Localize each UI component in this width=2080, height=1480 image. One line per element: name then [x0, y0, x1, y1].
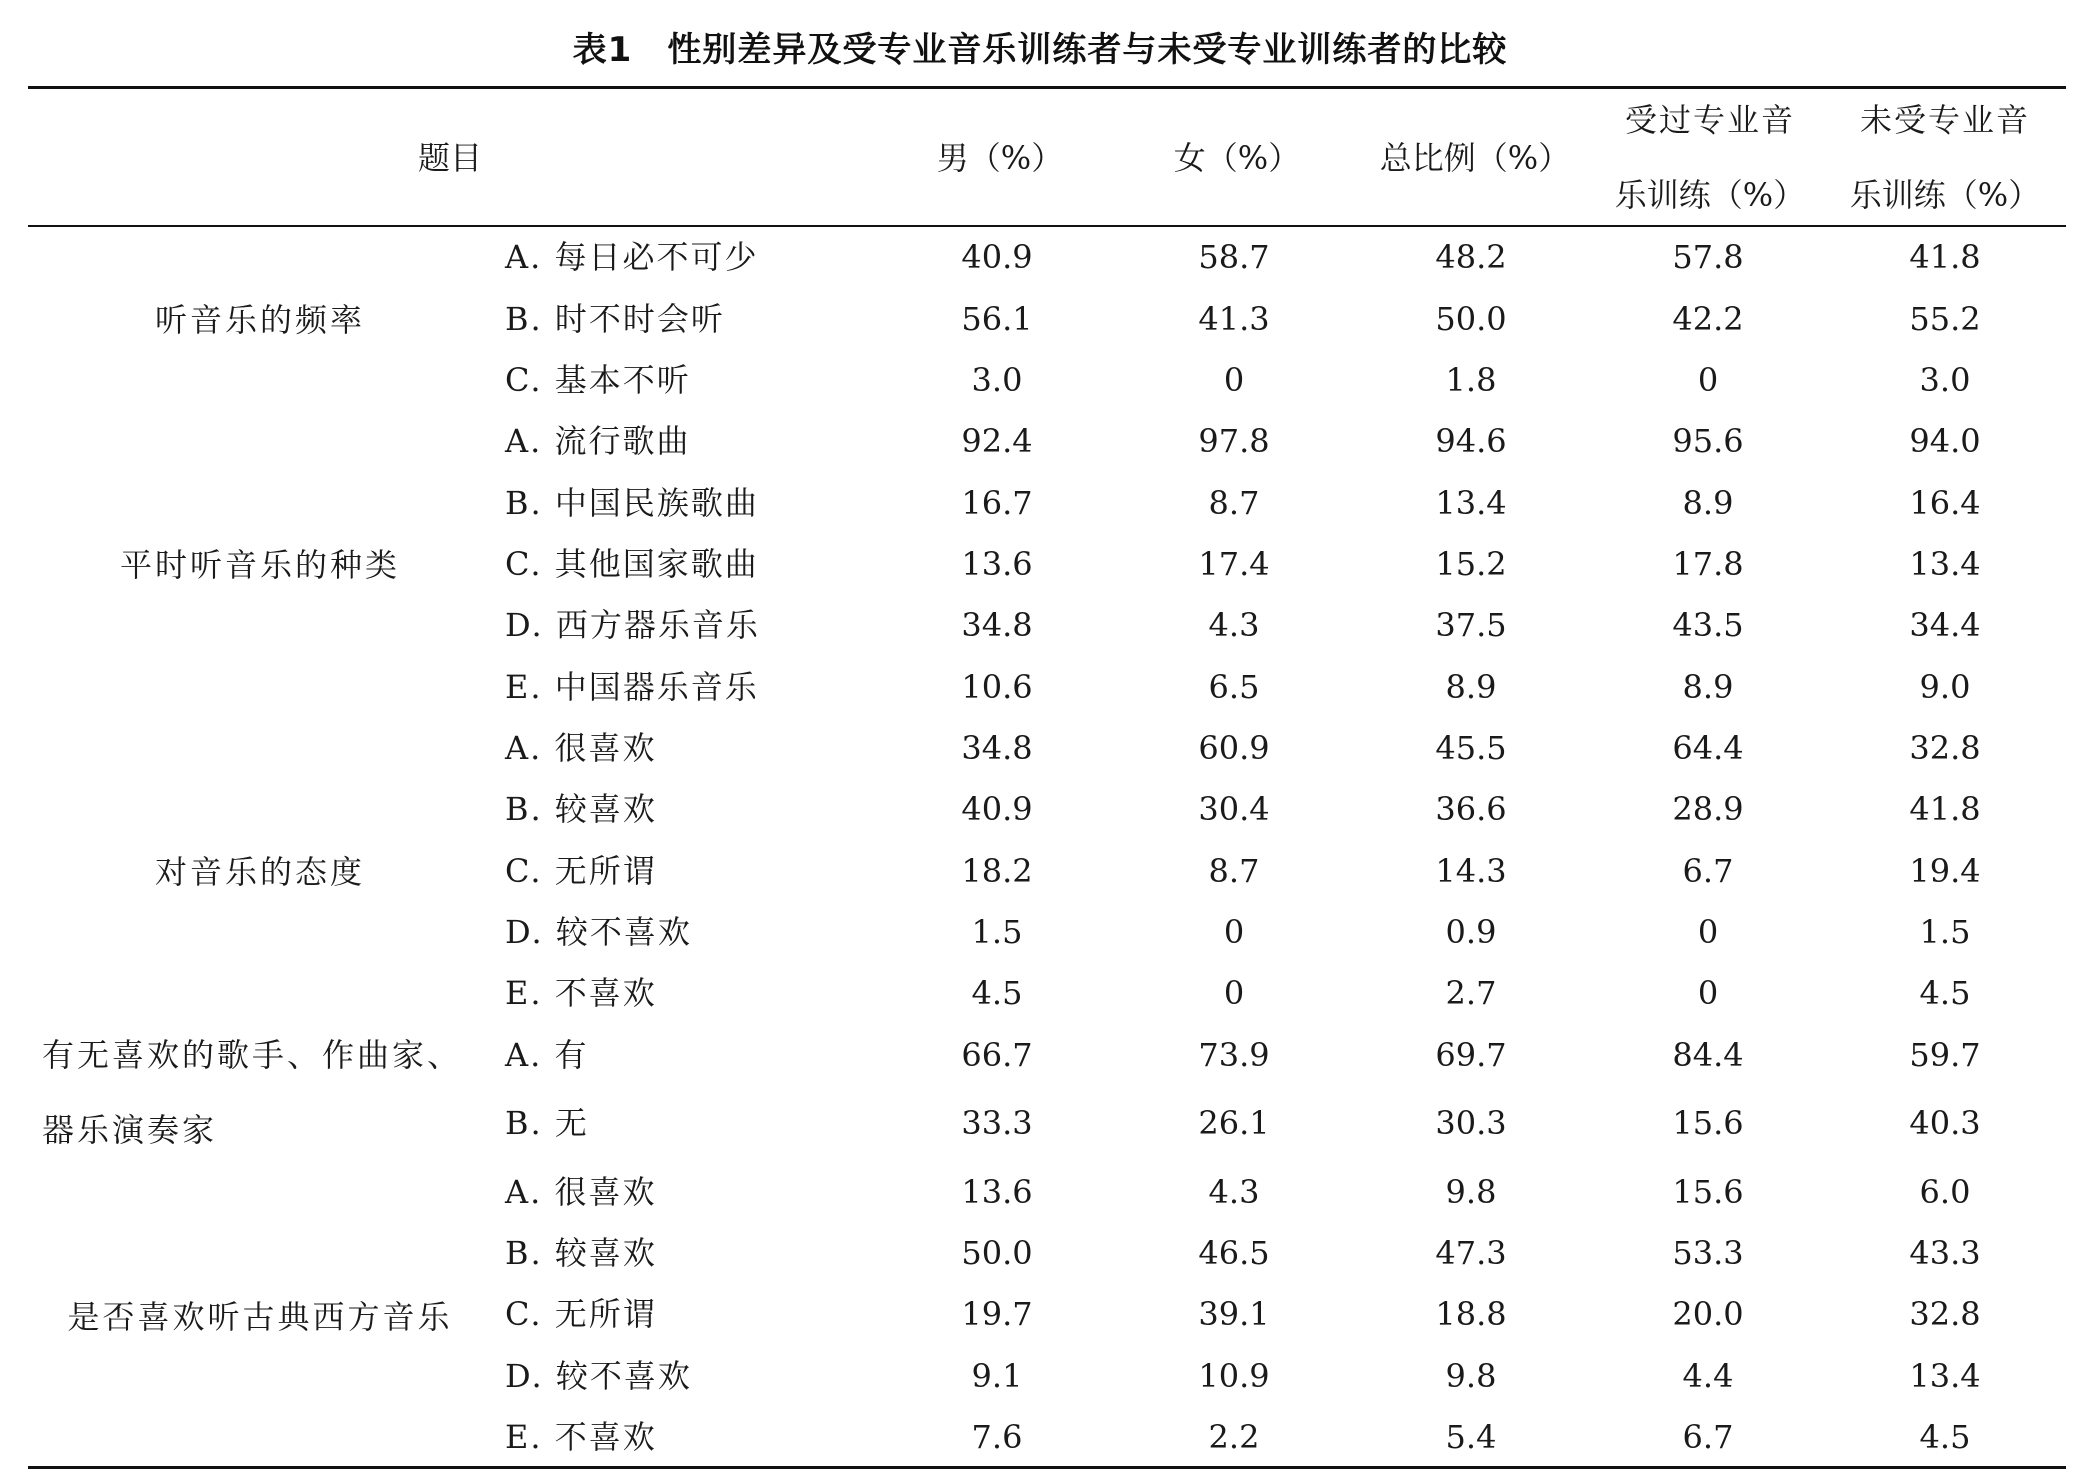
cell-female: 6.5: [1208, 668, 1260, 706]
row-option: E. 不喜欢: [505, 974, 657, 1012]
group-label: 平时听音乐的种类: [119, 546, 400, 584]
row-option: B. 时不时会听: [505, 300, 725, 338]
cell-untrained: 41.8: [1909, 238, 1981, 276]
cell-male: 66.7: [961, 1036, 1033, 1074]
row-option: A. 很喜欢: [505, 729, 657, 767]
cell-trained: 8.9: [1682, 484, 1734, 522]
cell-female: 0: [1223, 361, 1245, 399]
cell-male: 3.0: [971, 361, 1023, 399]
cell-total: 50.0: [1435, 300, 1507, 338]
cell-total: 0.9: [1445, 913, 1497, 951]
cell-total: 94.6: [1435, 422, 1507, 460]
row-option: D. 西方器乐音乐: [505, 606, 760, 644]
cell-trained: 4.4: [1682, 1357, 1734, 1395]
cell-trained: 42.2: [1672, 300, 1744, 338]
cell-untrained: 34.4: [1909, 606, 1981, 644]
row-option: B. 中国民族歌曲: [505, 484, 759, 522]
cell-trained: 28.9: [1672, 790, 1744, 828]
row-option: E. 不喜欢: [505, 1418, 657, 1456]
cell-trained: 43.5: [1672, 606, 1744, 644]
cell-untrained: 41.8: [1909, 790, 1981, 828]
header-male: 男（%）: [936, 139, 1064, 177]
cell-trained: 0: [1697, 913, 1719, 951]
cell-untrained: 13.4: [1909, 545, 1981, 583]
cell-trained: 53.3: [1672, 1234, 1744, 1272]
row-option: A. 流行歌曲: [505, 422, 691, 460]
cell-untrained: 3.0: [1919, 361, 1971, 399]
row-option: B. 较喜欢: [505, 1234, 657, 1272]
cell-total: 45.5: [1435, 729, 1507, 767]
cell-female: 58.7: [1198, 238, 1270, 276]
cell-female: 8.7: [1208, 852, 1260, 890]
cell-male: 18.2: [961, 852, 1033, 890]
cell-untrained: 6.0: [1919, 1173, 1971, 1211]
cell-total: 47.3: [1435, 1234, 1507, 1272]
cell-male: 56.1: [961, 300, 1033, 338]
cell-trained: 17.8: [1672, 545, 1744, 583]
cell-trained: 64.4: [1672, 729, 1744, 767]
cell-total: 18.8: [1435, 1295, 1507, 1333]
header-total: 总比例（%）: [1379, 139, 1571, 177]
cell-female: 26.1: [1198, 1104, 1270, 1142]
cell-female: 10.9: [1198, 1357, 1270, 1395]
cell-trained: 57.8: [1672, 238, 1744, 276]
cell-female: 4.3: [1208, 606, 1260, 644]
row-option: D. 较不喜欢: [505, 1357, 692, 1395]
cell-untrained: 16.4: [1909, 484, 1981, 522]
cell-female: 8.7: [1208, 484, 1260, 522]
cell-female: 41.3: [1198, 300, 1270, 338]
cell-total: 9.8: [1445, 1357, 1497, 1395]
cell-male: 13.6: [961, 1173, 1033, 1211]
group-label: 对音乐的态度: [154, 853, 365, 891]
table-bottom-rule: [28, 1466, 2066, 1469]
table-header-rule: [28, 225, 2066, 227]
cell-trained: 15.6: [1672, 1173, 1744, 1211]
group-label: 听音乐的频率: [154, 301, 365, 339]
cell-untrained: 9.0: [1919, 668, 1971, 706]
row-option: C. 其他国家歌曲: [505, 545, 759, 583]
cell-trained: 95.6: [1672, 422, 1744, 460]
row-option: C. 无所谓: [505, 852, 657, 890]
row-option: C. 无所谓: [505, 1295, 657, 1333]
cell-untrained: 1.5: [1919, 913, 1971, 951]
cell-male: 19.7: [961, 1295, 1033, 1333]
cell-untrained: 32.8: [1909, 1295, 1981, 1333]
cell-trained: 84.4: [1672, 1036, 1744, 1074]
cell-total: 13.4: [1435, 484, 1507, 522]
cell-female: 2.2: [1208, 1418, 1260, 1456]
group-label: 是否喜欢听古典西方音乐: [67, 1298, 453, 1336]
cell-trained: 0: [1697, 974, 1719, 1012]
cell-trained: 8.9: [1682, 668, 1734, 706]
cell-total: 14.3: [1435, 852, 1507, 890]
cell-trained: 6.7: [1682, 1418, 1734, 1456]
cell-untrained: 32.8: [1909, 729, 1981, 767]
cell-male: 34.8: [961, 606, 1033, 644]
cell-male: 9.1: [971, 1357, 1023, 1395]
cell-male: 40.9: [961, 238, 1033, 276]
cell-male: 92.4: [961, 422, 1033, 460]
row-option: C. 基本不听: [505, 361, 691, 399]
cell-female: 73.9: [1198, 1036, 1270, 1074]
cell-female: 46.5: [1198, 1234, 1270, 1272]
cell-female: 97.8: [1198, 422, 1270, 460]
row-option: E. 中国器乐音乐: [505, 668, 759, 706]
cell-untrained: 43.3: [1909, 1234, 1981, 1272]
cell-trained: 0: [1697, 361, 1719, 399]
cell-female: 17.4: [1198, 545, 1270, 583]
cell-total: 8.9: [1445, 668, 1497, 706]
cell-male: 10.6: [961, 668, 1033, 706]
header-trained-line2: 乐训练（%）: [1614, 176, 1806, 214]
cell-female: 39.1: [1198, 1295, 1270, 1333]
cell-total: 1.8: [1445, 361, 1497, 399]
header-untrained-line1: 未受专业音: [1859, 101, 2030, 139]
cell-untrained: 19.4: [1909, 852, 1981, 890]
cell-total: 2.7: [1445, 974, 1497, 1012]
row-option: B. 无: [505, 1104, 589, 1142]
table-caption: 表1 性别差异及受专业音乐训练者与未受专业训练者的比较: [572, 30, 1508, 70]
cell-total: 9.8: [1445, 1173, 1497, 1211]
header-trained-line1: 受过专业音: [1624, 101, 1795, 139]
cell-female: 60.9: [1198, 729, 1270, 767]
cell-male: 50.0: [961, 1234, 1033, 1272]
table-top-rule: [28, 86, 2066, 89]
cell-male: 1.5: [971, 913, 1023, 951]
row-option: B. 较喜欢: [505, 790, 657, 828]
cell-untrained: 40.3: [1909, 1104, 1981, 1142]
cell-untrained: 55.2: [1909, 300, 1981, 338]
cell-total: 48.2: [1435, 238, 1507, 276]
cell-male: 16.7: [961, 484, 1033, 522]
cell-male: 33.3: [961, 1104, 1033, 1142]
cell-female: 4.3: [1208, 1173, 1260, 1211]
cell-total: 30.3: [1435, 1104, 1507, 1142]
group-label: 有无喜欢的歌手、作曲家、: [42, 1036, 463, 1074]
group-label-line2: 器乐演奏家: [42, 1111, 218, 1149]
cell-male: 40.9: [961, 790, 1033, 828]
cell-total: 36.6: [1435, 790, 1507, 828]
cell-trained: 20.0: [1672, 1295, 1744, 1333]
cell-trained: 6.7: [1682, 852, 1734, 890]
cell-untrained: 94.0: [1909, 422, 1981, 460]
row-option: D. 较不喜欢: [505, 913, 692, 951]
cell-total: 15.2: [1435, 545, 1507, 583]
row-option: A. 有: [505, 1036, 589, 1074]
header-untrained-line2: 乐训练（%）: [1849, 176, 2041, 214]
cell-untrained: 13.4: [1909, 1357, 1981, 1395]
header-item: 题目: [417, 139, 482, 177]
cell-male: 13.6: [961, 545, 1033, 583]
cell-female: 0: [1223, 974, 1245, 1012]
cell-male: 7.6: [971, 1418, 1023, 1456]
cell-untrained: 4.5: [1919, 1418, 1971, 1456]
cell-total: 69.7: [1435, 1036, 1507, 1074]
cell-female: 0: [1223, 913, 1245, 951]
cell-total: 5.4: [1445, 1418, 1497, 1456]
cell-female: 30.4: [1198, 790, 1270, 828]
cell-trained: 15.6: [1672, 1104, 1744, 1142]
row-option: A. 每日必不可少: [505, 238, 759, 276]
cell-total: 37.5: [1435, 606, 1507, 644]
cell-untrained: 4.5: [1919, 974, 1971, 1012]
cell-untrained: 59.7: [1909, 1036, 1981, 1074]
row-option: A. 很喜欢: [505, 1173, 657, 1211]
cell-male: 4.5: [971, 974, 1023, 1012]
header-female: 女（%）: [1173, 139, 1301, 177]
cell-male: 34.8: [961, 729, 1033, 767]
